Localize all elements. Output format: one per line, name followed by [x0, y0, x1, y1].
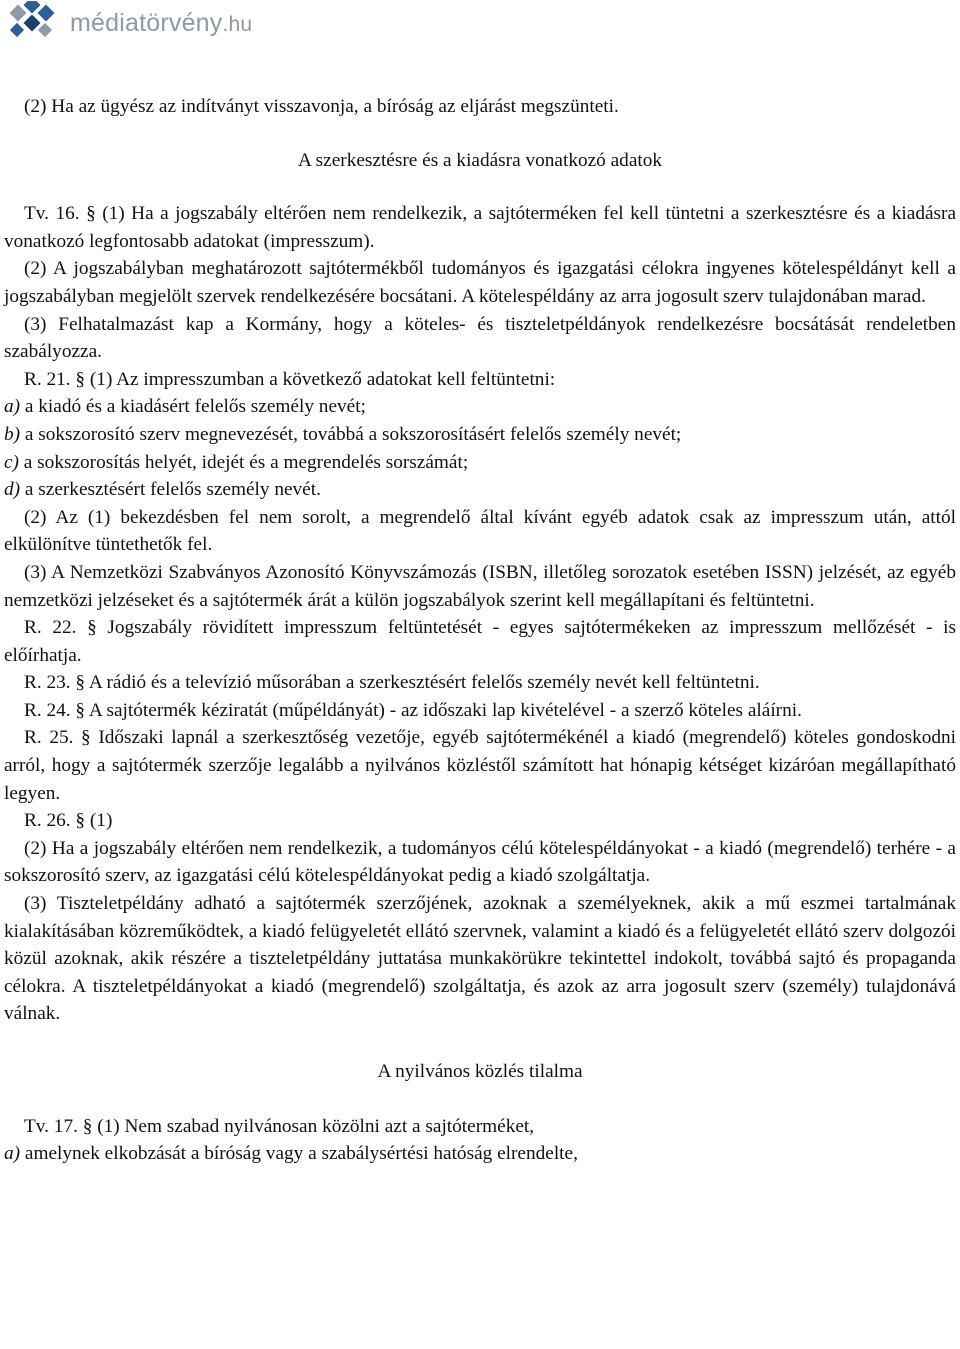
list-item-text: a sokszorosítás helyét, idejét és a megrendelés sorszámát; [18, 451, 469, 473]
list-item-label: b) [4, 423, 21, 445]
list-item-text: amelynek elkobzását a bíróság vagy a szabálysértési hatóság elrendelte, [20, 1143, 578, 1165]
list-item [4, 449, 956, 477]
list-item-text: a szerkesztésért felelős személy nevét. [20, 479, 321, 501]
site-logo[interactable] [6, 0, 252, 46]
paragraph: R. 25. § Időszaki lapnál a szerkesztőség vezetője, egyéb sajtótermékénél a kiadó (megrendelő) köteles gondoskodni arról, hogy a sajtótermék szerzője legalább a nyilvános közléstől számított hat hónapig kétséget kizáróan megállapítható legyen. [4, 727, 956, 804]
list-item-label: a) [4, 396, 21, 418]
document-body [4, 93, 956, 1168]
paragraph: R. 23. § A rádió és a televízió műsorában a szerkesztésért felelős személy nevét kell feltüntetni. [24, 672, 760, 694]
logo-text-main: médiatörvény [70, 8, 223, 37]
list-item-label: c) [4, 451, 19, 473]
list-item-text: a sokszorosító szerv megnevezését, továbbá a sokszorosításért felelős személy nevét; [20, 423, 682, 445]
paragraph: (3) Tiszteletpéldány adható a sajtótermék szerzőjének, azoknak a személyeknek, akik a mű eszmei tartalmának kialakításában közreműködtek, a kiadó felügyeletét ellátó szervnek, valamint a kiadó és a felügyeletét ellátó szerv dolgozói közül azoknak, akik részére a tiszteletpéldány juttatása munkakörükre tekintettel indokolt, továbbá sajtó és propaganda célokra. A tiszteletpéldányokat a kiadó (megrendelő) szolgáltatja, és azok az arra jogosult szerv (személy) tulajdonává válnak. [4, 893, 956, 1025]
logo-wordmark [70, 9, 252, 38]
section-heading: A nyilvános közlés tilalma [377, 1061, 583, 1082]
list-item-label: d) [4, 479, 21, 501]
paragraph: Tv. 16. § (1) Ha a jogszabály eltérően nem rendelkezik, a sajtóterméken fel kell tüntetni a szerkesztésre és a kiadásra vonatkozó legfontosabb adatokat (impresszum). [4, 203, 956, 252]
paragraph: Tv. 17. § (1) Nem szabad nyilvánosan közölni azt a sajtóterméket, [24, 1115, 535, 1137]
section-heading: A szerkesztésre és a kiadásra vonatkozó adatok [297, 149, 663, 171]
paragraph: (2) Ha az ügyész az indítványt visszavonja, a bíróság az eljárást megszünteti. [24, 96, 619, 117]
list-item [4, 1140, 956, 1168]
list-item-label: a) [4, 1143, 21, 1165]
paragraph: (2) A jogszabályban meghatározott sajtótermékből tudományos és igazgatási célokra ingyenes kötelespéldányt kell a jogszabályban megjelölt szervek rendelkezésére bocsátani. A kötelespéldány az arra jogosult szerv tulajdonában marad. [4, 258, 956, 307]
paragraph: (2) Ha a jogszabály eltérően nem rendelkezik, a tudományos célú kötelespéldányokat - a kiadó (megrendelő) terhére - a sokszorosító szerv, az igazgatási célú kötelespéldányokat pedig a kiadó szolgáltatja. [4, 837, 956, 887]
logo-text-hu: .hu [222, 12, 253, 36]
list-item [4, 393, 956, 421]
paragraph: R. 22. § Jogszabály rövidített impresszum feltüntetését - egyes sajtótermékeken az impresszum mellőzését - is előírhatja. [4, 617, 956, 666]
list-item [4, 476, 956, 504]
list-item [4, 421, 956, 449]
paragraph: R. 21. § (1) Az impresszumban a következő adatokat kell feltüntetni: [24, 368, 556, 390]
paragraph: (3) A Nemzetközi Szabványos Azonosító Könyvszámozás (ISBN, illetőleg sorozatok esetében ISSN) jelzését, az egyéb nemzetközi jelzéseket és a sajtótermék árát a külön jogszabályok szerint kell megállapítani és feltüntetni. [4, 561, 956, 611]
paragraph: (3) Felhatalmazást kap a Kormány, hogy a köteles- és tiszteletpéldányok rendelkezésre bocsátását rendeletben szabályozza. [4, 313, 956, 363]
paragraph: R. 24. § A sajtótermék kéziratát (műpéldányát) - az időszaki lap kivételével - a szerző köteles aláírni. [24, 699, 802, 721]
paragraph: (2) Az (1) bekezdésben fel nem sorolt, a megrendelő által kívánt egyéb adatok csak az impresszum után, attól elkülönítve tüntethetők fel. [4, 506, 956, 556]
paragraph: R. 26. § (1) [24, 810, 113, 832]
diamond-cluster-icon [6, 1, 64, 45]
list-item-text: a kiadó és a kiadásért felelős személy nevét; [20, 396, 366, 418]
